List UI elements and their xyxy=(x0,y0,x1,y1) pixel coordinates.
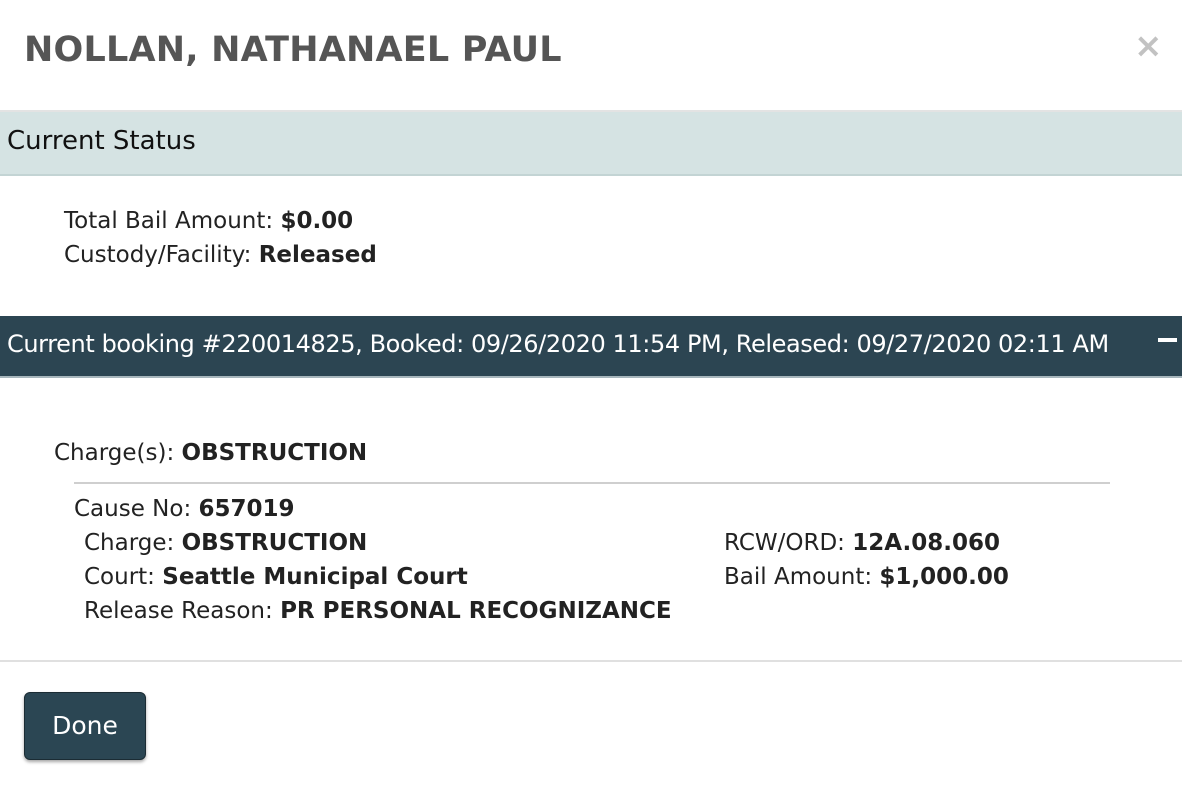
cause-no-value: 657019 xyxy=(198,496,295,522)
total-bail-value: $0.00 xyxy=(280,208,354,234)
done-button[interactable]: Done xyxy=(24,692,146,760)
total-bail-label: Total Bail Amount: xyxy=(64,208,281,234)
minus-icon[interactable] xyxy=(1157,337,1178,355)
bail-amount-label: Bail Amount: xyxy=(724,564,880,590)
release-reason-value: PR PERSONAL RECOGNIZANCE xyxy=(280,598,672,624)
charges-value: OBSTRUCTION xyxy=(181,440,368,466)
charge-label: Charge: xyxy=(84,530,182,556)
court-value: Seattle Municipal Court xyxy=(162,564,468,590)
footer-divider xyxy=(0,660,1182,662)
custody-value: Released xyxy=(258,242,377,268)
cause-no-label: Cause No: xyxy=(74,496,199,522)
charges-row xyxy=(54,440,367,466)
close-icon[interactable]: × xyxy=(1134,26,1163,66)
charges-label: Charge(s): xyxy=(54,440,182,466)
court-label: Court: xyxy=(84,564,163,590)
rcw-value: 12A.08.060 xyxy=(852,530,1000,556)
charge-row xyxy=(84,530,367,556)
booking-header-text: Current booking #220014825, Booked: 09/26/2020 11:54 PM, Released: 09/27/2020 02:11 AM xyxy=(7,330,1109,358)
rcw-row xyxy=(724,530,1000,556)
bail-amount-row xyxy=(724,564,1009,590)
release-reason-row xyxy=(84,598,672,624)
modal-header xyxy=(0,0,1182,112)
cause-no-row xyxy=(74,496,295,522)
modal-title: NOLLAN, NATHANAEL PAUL xyxy=(24,30,562,70)
charges-divider xyxy=(74,482,1110,484)
rcw-label: RCW/ORD: xyxy=(724,530,853,556)
custody-row xyxy=(64,242,377,268)
booking-header-bar[interactable] xyxy=(0,316,1182,378)
release-reason-label: Release Reason: xyxy=(84,598,281,624)
total-bail-row xyxy=(64,208,353,234)
custody-label: Custody/Facility: xyxy=(64,242,259,268)
bail-amount-value: $1,000.00 xyxy=(879,564,1009,590)
court-row xyxy=(84,564,468,590)
charge-value: OBSTRUCTION xyxy=(181,530,368,556)
current-status-header xyxy=(0,112,1182,176)
current-status-title: Current Status xyxy=(7,126,196,156)
